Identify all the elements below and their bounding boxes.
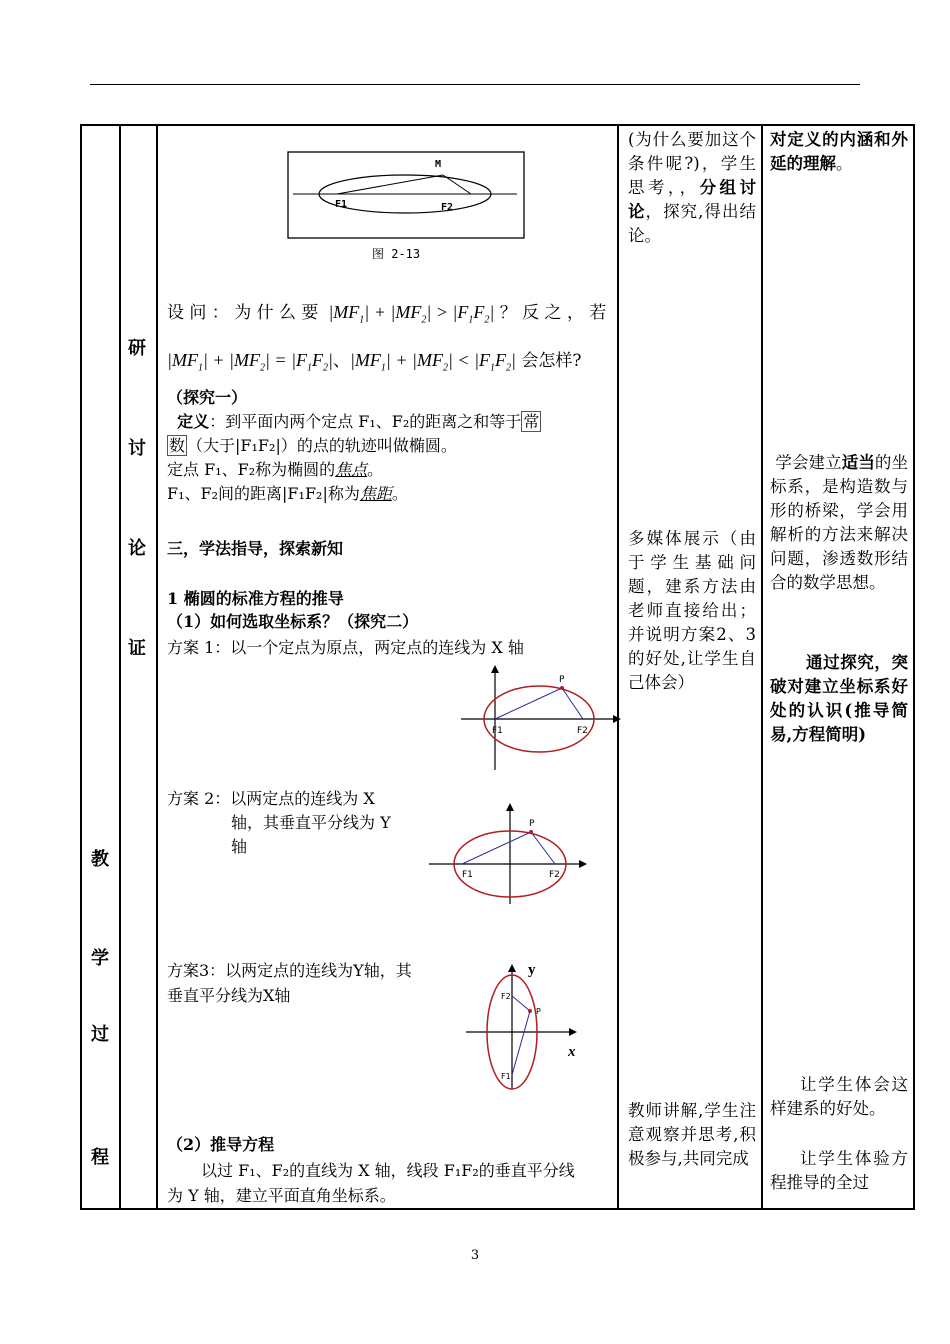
subsection-heading: （1）如何选取坐标系？（探究二） [167,612,419,631]
vertical-label-char: 证 [128,638,146,659]
foci-term: 焦点 [335,460,368,479]
figure-caption: 图 2-13 [372,247,421,261]
intent-mid2: 通过探究，突破对建立坐标系好处的认识(推导简易,方程简明) [770,653,908,744]
formula-sum-eq: $|MF_1| + |MF_2| = |F_1F_2|$ [167,350,333,374]
punct: 。 [367,460,384,479]
student-text: (为什么要加这个条件呢?)，学生思考，， [628,130,756,197]
intent-mid [770,451,908,595]
intent-text: 的坐标系，是构造数与形的桥梁，学会用解析的方法来解决问题，渗透数形结合的数学思想。 [770,453,908,592]
question-line-2 [167,348,582,381]
derive-text-b: 为 Y 轴，建立平面直角坐标系。 [167,1186,396,1205]
student-activity-bottom: 教师讲解,学生注意观察并思考,积极参与,共同完成 [628,1101,756,1168]
label-f2: F2 [549,870,560,880]
section3-heading: 三，学法指导，探索新知 [167,539,344,558]
page-number: 3 [470,1248,480,1263]
punct: 。 [391,484,408,503]
vertical-label-char: 过 [91,1024,109,1045]
boxed-term: 数 [169,436,186,455]
label-p: P [559,675,565,685]
question-end: 会怎样? [521,351,582,371]
question-sep: 、 [332,351,350,371]
question-lead: 设 问 ： 为 什 么 要 [167,303,319,323]
vertical-label-char: 论 [128,538,146,559]
definition-label: 定义 [177,412,210,431]
vertical-label-char: 教 [91,849,109,870]
plan3-text-b: 垂直平分线为X轴 [167,986,291,1005]
graph-plan-1 [455,662,625,774]
column-divider [761,124,763,1210]
vertical-label-char: 程 [91,1147,109,1168]
foci-text: 定点 F₁、F₂称为椭圆的 [167,460,336,479]
definition-text-2: （大于|F₁F₂|）的点的轨迹叫做椭圆。 [187,436,457,455]
student-activity-mid: 多媒体展示（由于学生基础问题，建系方法由老师直接给出；并说明方案2、3的好处,让学生自己体会） [628,529,756,692]
label-f2: F2 [501,992,511,1001]
vertical-label-char: 学 [91,948,109,969]
graph-plan-3 [460,955,582,1095]
boxed-term: 常 [523,412,540,431]
student-bold: 分组讨论 [628,178,757,221]
plan2-text-c: 轴 [231,837,248,856]
column-divider [156,124,158,1210]
question-line-1 [167,300,606,333]
question-mid: ？ 反 之 ， 若 [499,303,607,323]
label-m: M [435,159,442,170]
student-text: ，探究,得出结论。 [628,202,757,245]
vertical-label-char: 讨 [128,438,146,459]
formula-sum-gt: $|MF_1| + |MF_2| > |F_1F_2|$ [323,302,495,326]
label-f2: F2 [441,202,454,213]
subsection-heading: （2）推导方程 [167,1135,275,1154]
focal-term: 焦距 [359,484,392,503]
label-f1: F1 [335,199,348,210]
plan2-text-b: 轴，其垂直平分线为 Y [231,813,391,832]
intent-bold: 适当 [841,453,875,472]
derive-text-a: 以过 F₁、F₂的直线为 X 轴，线段 F₁F₂的垂直平分线 [201,1161,575,1180]
punct: 。 [836,154,853,173]
intent-top [770,128,908,176]
plan3-text-a: 方案3：以两定点的连线为Y轴，其 [167,961,412,980]
label-y: y [528,962,536,978]
definition-paragraph [167,410,612,506]
label-x: x [568,1044,576,1060]
intent-text: 学会建立 [775,453,842,472]
student-activity-top [628,128,756,248]
explore1-heading: （探究一） [167,388,248,407]
header-rule [90,84,860,85]
intent-bold: 对定义的内涵和外延的理解 [770,130,908,173]
plan1-text: 方案 1：以一个定点为原点，两定点的连线为 X 轴 [167,638,524,657]
label-f1: F1 [501,1072,511,1081]
label-p: P [536,1007,541,1016]
plan2-text-a: 方案 2：以两定点的连线为 X [167,789,375,808]
definition-text: ：到平面内两个定点 F₁、F₂的距离之和等于 [209,412,522,431]
label-f1: F1 [492,726,503,736]
label-p: P [529,819,535,829]
graph-plan-2 [425,800,590,908]
label-f2: F2 [577,726,588,736]
column-divider [119,124,121,1210]
focal-text: F₁、F₂间的距离|F₁F₂|称为 [167,484,360,503]
vertical-label-char: 研 [128,338,146,359]
label-f1: F1 [462,870,473,880]
subsection-heading: 1 椭圆的标准方程的推导 [167,589,344,608]
formula-sum-lt: $|MF_1| + |MF_2| < |F_1F_2|$ [349,350,516,374]
intent-bottom2: 让学生体验方程推导的全过 [770,1149,908,1192]
intent-bottom1: 让学生体会这样建系的好处。 [770,1075,908,1118]
